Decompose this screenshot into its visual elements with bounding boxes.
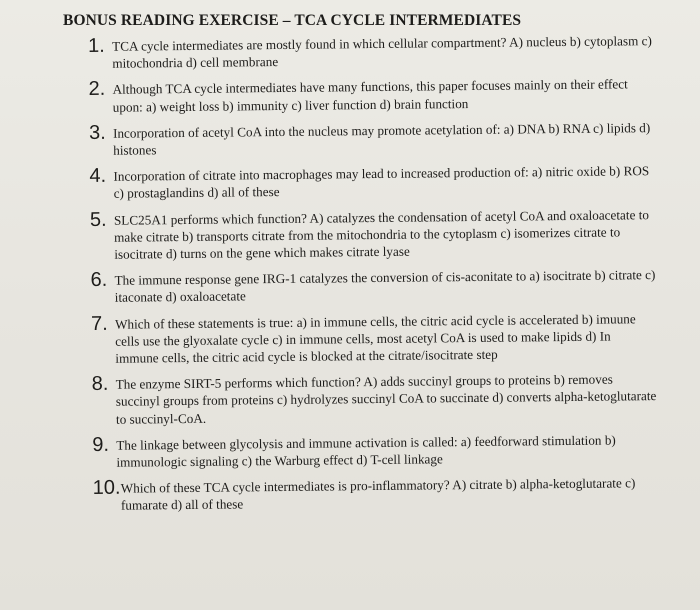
- question-number: 3.: [88, 121, 106, 144]
- question-text: Although TCA cycle intermediates have many functions, this paper focuses mainly on their effect upon: a) weight loss b) immunity c) liver function d) brain function: [112, 76, 628, 115]
- question-text: Incorporation of citrate into macrophages may lead to increased production of: a) nitric oxide b) ROS c) prostaglandins d) all of these: [113, 163, 650, 202]
- question-8: [92, 368, 658, 428]
- question-4: [89, 160, 654, 202]
- question-text: Incorporation of acetyl CoA into the nucleus may promote acetylation of: a) DNA b) RNA c) lipids d) histones: [112, 119, 651, 158]
- question-number: 9.: [92, 433, 110, 456]
- question-number: 5.: [89, 208, 107, 231]
- question-number: 7.: [90, 312, 108, 335]
- question-number: 6.: [90, 269, 108, 292]
- question-number: 8.: [91, 373, 109, 396]
- question-number: 4.: [89, 165, 107, 188]
- question-2: [88, 73, 653, 115]
- question-text: TCA cycle intermediates are mostly found in which cellular compartment? A) nucleus b) cytoplasm c) mitochondria d) cell membrane: [112, 33, 652, 71]
- question-9: [92, 429, 657, 471]
- question-3: [89, 117, 654, 159]
- question-text: The immune response gene IRG-1 catalyzes the conversion of cis-aconitate to a) isocitrate b) citrate c) itaconate d) oxaloacetate: [114, 267, 656, 306]
- question-1: [88, 30, 653, 72]
- question-list: [88, 30, 658, 522]
- question-text: SLC25A1 performs which function? A) catalyzes the condensation of acetyl CoA and oxaloacetate to make citrate b) transports citrate from the mitochondria to the cytoplasm c) isomerizes citrate to isocitrate d) turns on the gene which makes citrate lyase: [113, 206, 650, 262]
- question-text: Which of these statements is true: a) in immune cells, the citric acid cycle is accelerated b) imuune cells use the glyoxalate cycle c) in immune cells, most acetyl CoA is used to make lipids d) In immune cells, the citric acid cycle is blocked at the citrate/isocitrate step: [114, 310, 636, 366]
- question-number: 2.: [88, 78, 106, 101]
- question-number: 1.: [87, 34, 105, 57]
- question-6: [90, 264, 655, 306]
- question-5: [90, 204, 656, 264]
- page-title: BONUS READING EXERCISE – TCA CYCLE INTERMEDIATES: [63, 12, 522, 29]
- question-text: Which of these TCA cycle intermediates is pro-inflammatory? A) citrate b) alpha-ketoglutarate c) fumarate d) all of these: [120, 475, 636, 514]
- question-text: The linkage between glycolysis and immune activation is called: a) feedforward stimulation b) immunologic signaling c) the Warburg effect d) T-cell linkage: [116, 432, 616, 470]
- question-text: The enzyme SIRT-5 performs which function? A) adds succinyl groups to proteins b) removes succinyl groups from proteins c) hydrolyzes succinyl CoA to succinate d) converts alpha-ketoglutarate to succinyl-CoA.: [115, 371, 657, 427]
- question-7: [91, 308, 657, 368]
- question-number: 10.: [92, 476, 121, 500]
- question-10: [93, 472, 658, 514]
